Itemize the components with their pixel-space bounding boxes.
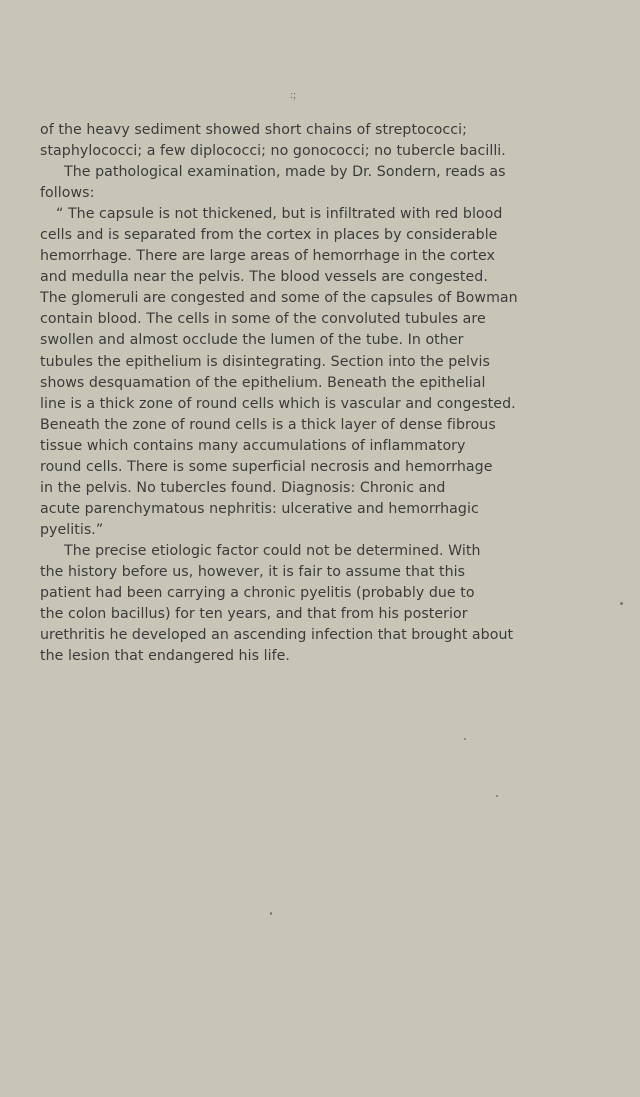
text-line: swollen and almost occlude the lumen of the tube. In other xyxy=(40,332,464,349)
text-line: tissue which contains many accumulations of inflammatory xyxy=(40,437,466,454)
text-line: the history before us, however, it is fair to assume that this xyxy=(40,563,466,580)
text-line: contain blood. The cells in some of the convoluted tubules are xyxy=(40,311,486,328)
text-line: The pathological examination, made by Dr. Sondern, reads as xyxy=(64,164,506,181)
text-line: line is a thick zone of round cells which is vascular and congested. xyxy=(40,395,516,412)
text-line: round cells. There is some superficial necrosis and hemorrhage xyxy=(40,458,493,475)
text-line: pyelitis.” xyxy=(40,521,104,538)
text-line: tubules the epithelium is disintegrating. Section into the pelvis xyxy=(40,353,490,370)
paper-speck xyxy=(620,602,623,605)
text-line: and medulla near the pelvis. The blood vessels are congested. xyxy=(40,269,488,286)
text-line: patient had been carrying a chronic pyelitis (probably due to xyxy=(40,585,475,602)
text-line: the lesion that endangered his life. xyxy=(40,648,290,665)
text-line: hemorrhage. There are large areas of hemorrhage in the cortex xyxy=(40,248,495,265)
text-line: urethritis he developed an ascending infection that brought about xyxy=(40,627,514,644)
text-line: the colon bacillus) for ten years, and that from his posterior xyxy=(40,606,468,623)
text-line: staphylococci; a few diplococci; no gonococci; no tubercle bacilli. xyxy=(40,143,506,160)
text-line: The precise etiologic factor could not be determined. With xyxy=(64,542,481,559)
text-line: cells and is separated from the cortex in places by considerable xyxy=(40,227,498,244)
paper-speck xyxy=(464,738,466,740)
text-line: acute parenchymatous nephritis: ulcerative and hemorrhagic xyxy=(40,500,479,517)
body-text xyxy=(40,120,598,667)
text-line: of the heavy sediment showed short chains of streptococci; xyxy=(40,122,467,138)
text-line: Beneath the zone of round cells is a thick layer of dense fibrous xyxy=(40,416,496,433)
page-number: :; xyxy=(289,89,297,101)
text-line: follows: xyxy=(40,185,95,202)
text-line: shows desquamation of the epithelium. Beneath the epithelial xyxy=(40,374,486,391)
paper-speck xyxy=(496,795,498,797)
text-line: The glomeruli are congested and some of the capsules of Bowman xyxy=(40,290,518,307)
text-line: “ The capsule is not thickened, but is infiltrated with red blood xyxy=(56,206,503,223)
paper-speck xyxy=(270,912,272,915)
text-line: in the pelvis. No tubercles found. Diagnosis: Chronic and xyxy=(40,479,446,496)
